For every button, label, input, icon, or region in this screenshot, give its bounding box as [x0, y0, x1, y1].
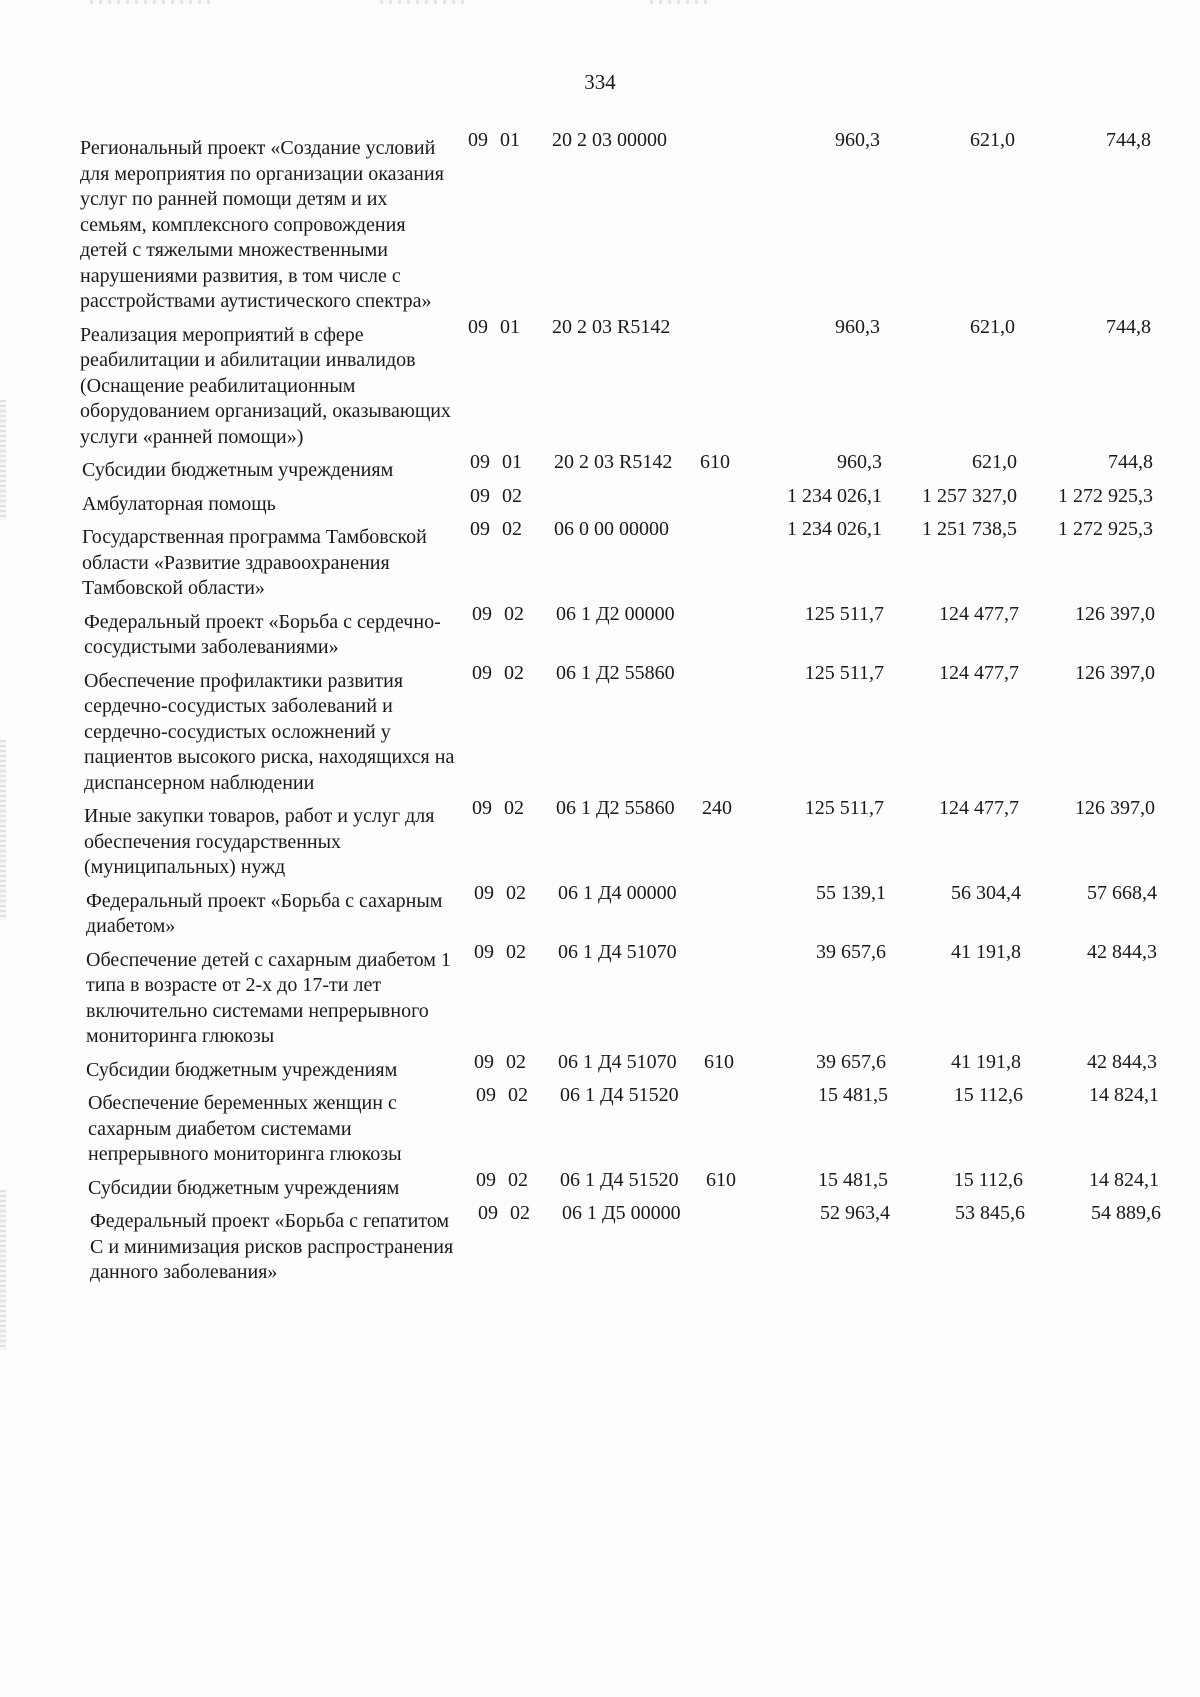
section-code-cell: 09 — [478, 1202, 498, 1224]
section-code-cell: 09 — [470, 518, 490, 540]
amount-year1-cell: 960,3 — [835, 315, 880, 338]
row-name-cell: Федеральный проект «Борьба с гепатитом С и минимизация рисков распространения данного заболевания» — [90, 1210, 454, 1283]
target-article-cell: 06 1 Д2 00000 — [556, 602, 675, 625]
row-name-cell: Обеспечение беременных женщин с сахарным диабетом системами непрерывного мониторинга глюкозы — [88, 1092, 402, 1165]
amount-year2-cell: 124 477,7 — [939, 661, 1019, 684]
amount-year1-cell: 1 234 026,1 — [787, 518, 882, 540]
section-code-cell: 09 — [468, 129, 488, 151]
amount-year1-cell: 125 511,7 — [804, 661, 884, 684]
row-name-cell: Федеральный проект «Борьба с сердечно-сосудистыми заболеваниями» — [84, 610, 441, 658]
subsection-code-cell: 02 — [510, 1202, 530, 1224]
amount-year1-cell: 960,3 — [835, 129, 880, 151]
subsection-code-cell: 02 — [504, 602, 524, 625]
budget-table — [80, 129, 1165, 1292]
amount-year3-cell: 57 668,4 — [1087, 881, 1157, 904]
amount-year2-cell: 41 191,8 — [951, 940, 1021, 963]
row-name-cell: Государственная программа Тамбовской области «Развитие здравоохранения Тамбовской области» — [82, 526, 427, 599]
table-row — [82, 451, 1167, 484]
amount-year3-cell: 42 844,3 — [1087, 1050, 1157, 1073]
amount-year2-cell: 124 477,7 — [939, 602, 1019, 625]
amount-year1-cell: 15 481,5 — [818, 1168, 888, 1191]
amount-year1-cell: 1 234 026,1 — [787, 484, 882, 507]
scan-artifact-top — [90, 0, 210, 4]
target-article-cell: 20 2 03 R5142 — [552, 315, 671, 338]
amount-year1-cell: 15 481,5 — [818, 1084, 888, 1106]
target-article-cell: 06 1 Д4 51070 — [558, 1050, 677, 1073]
amount-year2-cell: 621,0 — [970, 129, 1015, 151]
table-row — [90, 1202, 1175, 1286]
table-row — [84, 602, 1169, 661]
section-code-cell: 09 — [474, 1050, 494, 1073]
amount-year3-cell: 14 824,1 — [1089, 1084, 1159, 1106]
section-code-cell: 09 — [474, 940, 494, 963]
target-article-cell: 06 1 Д4 51520 — [560, 1084, 679, 1106]
section-code-cell: 09 — [472, 661, 492, 684]
amount-year1-cell: 125 511,7 — [804, 797, 884, 819]
target-article-cell: 06 0 00 00000 — [554, 518, 669, 540]
expense-type-cell: 610 — [706, 1168, 736, 1191]
amount-year3-cell: 1 272 925,3 — [1058, 518, 1153, 540]
subsection-code-cell: 02 — [502, 484, 522, 507]
section-code-cell: 09 — [472, 602, 492, 625]
section-code-cell: 09 — [474, 881, 494, 904]
row-name-cell: Обеспечение детей с сахарным диабетом 1 типа в возрасте от 2-х до 17-ти лет включительно системами непрерывного мониторинга глюкозы — [86, 948, 451, 1047]
amount-year1-cell: 125 511,7 — [804, 602, 884, 625]
subsection-code-cell: 02 — [504, 797, 524, 819]
amount-year1-cell: 39 657,6 — [816, 1050, 886, 1073]
amount-year3-cell: 126 397,0 — [1075, 797, 1155, 819]
amount-year3-cell: 54 889,6 — [1091, 1202, 1161, 1224]
expense-type-cell: 610 — [704, 1050, 734, 1073]
subsection-code-cell: 02 — [502, 518, 522, 540]
table-row — [86, 881, 1171, 940]
row-name-cell: Субсидии бюджетным учреждениям — [86, 1058, 398, 1081]
table-row — [82, 518, 1167, 602]
subsection-code-cell: 02 — [506, 1050, 526, 1073]
amount-year1-cell: 39 657,6 — [816, 940, 886, 963]
amount-year3-cell: 126 397,0 — [1075, 602, 1155, 625]
subsection-code-cell: 02 — [506, 881, 526, 904]
subsection-code-cell: 02 — [508, 1168, 528, 1191]
subsection-code-cell: 01 — [500, 129, 520, 151]
table-row — [86, 1050, 1171, 1084]
target-article-cell: 20 2 03 00000 — [552, 129, 667, 151]
row-name-cell: Реализация мероприятий в сфере реабилитации и абилитации инвалидов (Оснащение реабилитационным оборудованием организаций, оказывающих услуги «ранней помощи») — [80, 323, 451, 448]
amount-year3-cell: 744,8 — [1106, 129, 1151, 151]
amount-year2-cell: 124 477,7 — [939, 797, 1019, 819]
amount-year3-cell: 744,8 — [1108, 451, 1153, 473]
subsection-code-cell: 01 — [502, 451, 522, 473]
row-name-cell: Иные закупки товаров, работ и услуг для обеспечения государственных (муниципальных) нужд — [84, 805, 435, 878]
amount-year3-cell: 744,8 — [1106, 315, 1151, 338]
scan-artifact-top — [650, 0, 710, 4]
expense-type-cell: 610 — [700, 451, 730, 473]
row-name-cell: Региональный проект «Создание условий для мероприятия по организации оказания услуг по ранней помощи детям и их семьям, комплексного сопровождения детей с тяжелыми множественными нарушениями развития, в том числе с расстройствами аутистического спектра» — [80, 137, 444, 312]
table-row — [80, 315, 1165, 451]
amount-year2-cell: 621,0 — [970, 315, 1015, 338]
row-name-cell: Федеральный проект «Борьба с сахарным диабетом» — [86, 889, 443, 937]
target-article-cell: 06 1 Д5 00000 — [562, 1202, 681, 1224]
subsection-code-cell: 02 — [504, 661, 524, 684]
amount-year1-cell: 960,3 — [837, 451, 882, 473]
target-article-cell: 06 1 Д2 55860 — [556, 661, 675, 684]
row-name-cell: Обеспечение профилактики развития сердечно-сосудистых заболеваний и сердечно-сосудистых осложнений у пациентов высокого риска, находящихся на диспансерном наблюдении — [84, 669, 455, 794]
section-code-cell: 09 — [468, 315, 488, 338]
target-article-cell: 20 2 03 R5142 — [554, 451, 673, 473]
section-code-cell: 09 — [476, 1168, 496, 1191]
scan-artifact-edge — [0, 740, 6, 920]
row-name-cell: Субсидии бюджетным учреждениям — [82, 459, 394, 481]
subsection-code-cell: 01 — [500, 315, 520, 338]
subsection-code-cell: 02 — [506, 940, 526, 963]
amount-year3-cell: 42 844,3 — [1087, 940, 1157, 963]
scan-artifact-edge — [0, 400, 6, 520]
section-code-cell: 09 — [476, 1084, 496, 1106]
table-row — [88, 1084, 1173, 1168]
table-row — [86, 940, 1171, 1050]
amount-year2-cell: 621,0 — [972, 451, 1017, 473]
amount-year2-cell: 41 191,8 — [951, 1050, 1021, 1073]
target-article-cell: 06 1 Д2 55860 — [556, 797, 675, 819]
target-article-cell: 06 1 Д4 51070 — [558, 940, 677, 963]
page-number: 334 — [584, 70, 616, 94]
amount-year1-cell: 55 139,1 — [816, 881, 886, 904]
amount-year2-cell: 15 112,6 — [953, 1168, 1023, 1191]
amount-year2-cell: 1 251 738,5 — [922, 518, 1017, 540]
scan-artifact-top — [380, 0, 470, 4]
expense-type-cell: 240 — [702, 797, 732, 819]
table-row — [84, 661, 1169, 797]
row-name-cell: Субсидии бюджетным учреждениям — [88, 1176, 400, 1199]
amount-year2-cell: 15 112,6 — [953, 1084, 1023, 1106]
amount-year3-cell: 1 272 925,3 — [1058, 484, 1153, 507]
row-name-cell: Амбулаторная помощь — [82, 492, 276, 515]
section-code-cell: 09 — [472, 797, 492, 819]
section-code-cell: 09 — [470, 484, 490, 507]
amount-year1-cell: 52 963,4 — [820, 1202, 890, 1224]
table-row — [84, 797, 1169, 881]
amount-year2-cell: 53 845,6 — [955, 1202, 1025, 1224]
target-article-cell: 06 1 Д4 00000 — [558, 881, 677, 904]
scan-artifact-edge — [0, 1190, 6, 1350]
amount-year2-cell: 1 257 327,0 — [922, 484, 1017, 507]
target-article-cell: 06 1 Д4 51520 — [560, 1168, 679, 1191]
table-row — [82, 484, 1167, 518]
subsection-code-cell: 02 — [508, 1084, 528, 1106]
amount-year3-cell: 14 824,1 — [1089, 1168, 1159, 1191]
amount-year2-cell: 56 304,4 — [951, 881, 1021, 904]
table-row — [88, 1168, 1173, 1202]
table-row — [80, 129, 1165, 315]
section-code-cell: 09 — [470, 451, 490, 473]
amount-year3-cell: 126 397,0 — [1075, 661, 1155, 684]
